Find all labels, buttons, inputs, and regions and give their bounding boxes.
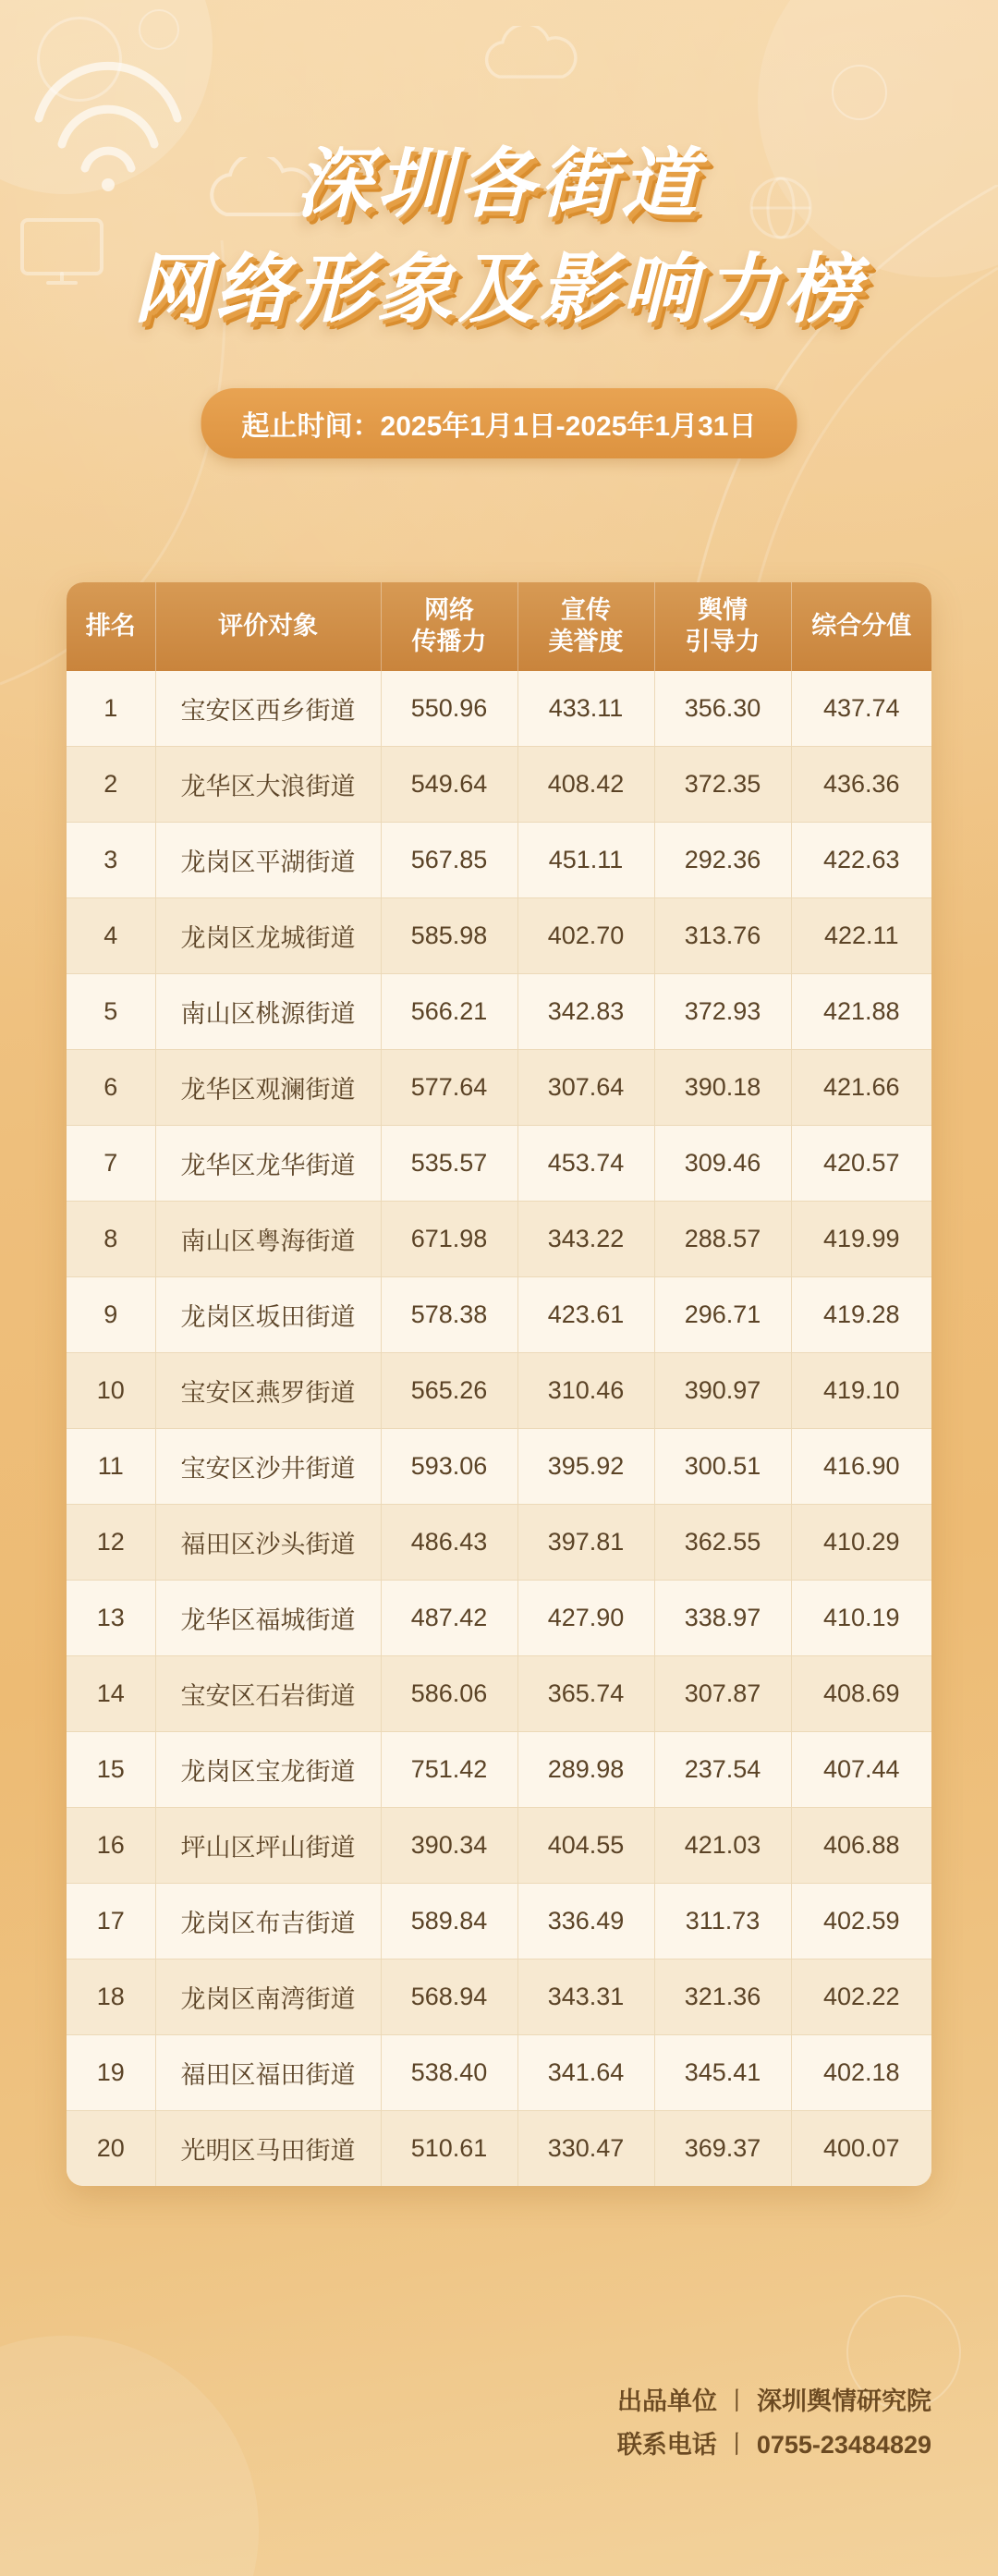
- object-cell: 龙华区观澜街道: [155, 1050, 381, 1126]
- metric3-cell: 372.93: [654, 974, 791, 1050]
- table-row: [67, 1581, 931, 1656]
- metric2-cell: 402.70: [517, 898, 654, 974]
- object-cell: 福田区沙头街道: [155, 1505, 381, 1581]
- footer-publisher-label: 出品单位: [617, 2387, 717, 2415]
- metric1-cell: 566.21: [381, 974, 517, 1050]
- object-cell: 宝安区燕罗街道: [155, 1353, 381, 1429]
- metric2-cell: 336.49: [517, 1884, 654, 1959]
- metric1-cell: 535.57: [381, 1126, 517, 1202]
- metric2-cell: 342.83: [517, 974, 654, 1050]
- metric2-cell: 453.74: [517, 1126, 654, 1202]
- total-cell: 402.22: [791, 1959, 931, 2035]
- footer-phone-value: 0755-23484829: [756, 2430, 931, 2459]
- column-header-metric2: [517, 582, 654, 671]
- metric3-cell: 300.51: [654, 1429, 791, 1505]
- metric3-cell: 288.57: [654, 1202, 791, 1277]
- title-line-1: 深圳各街道: [296, 142, 702, 226]
- metric3-cell: 292.36: [654, 823, 791, 898]
- title-line-2: 网络形象及影响力榜: [133, 248, 865, 333]
- metric2-cell: 408.42: [517, 747, 654, 823]
- total-cell: 420.57: [791, 1126, 931, 1202]
- metric2-cell: 397.81: [517, 1505, 654, 1581]
- metric2-cell: 330.47: [517, 2111, 654, 2187]
- metric2-cell: 451.11: [517, 823, 654, 898]
- poster-title: [0, 139, 998, 336]
- table-header-row: [67, 582, 931, 671]
- rank-cell: 10: [67, 1353, 155, 1429]
- metric3-cell: 307.87: [654, 1656, 791, 1732]
- total-cell: 410.29: [791, 1505, 931, 1581]
- ranking-table: [67, 582, 931, 2186]
- total-cell: 416.90: [791, 1429, 931, 1505]
- metric1-cell: 487.42: [381, 1581, 517, 1656]
- rank-cell: 11: [67, 1429, 155, 1505]
- rank-cell: 2: [67, 747, 155, 823]
- footer-publisher-value: 深圳舆情研究院: [757, 2387, 931, 2415]
- metric2-cell: 341.64: [517, 2035, 654, 2111]
- metric3-cell: 421.03: [654, 1808, 791, 1884]
- metric3-cell: 362.55: [654, 1505, 791, 1581]
- object-cell: 龙岗区平湖街道: [155, 823, 381, 898]
- table-row: [67, 2035, 931, 2111]
- cloud-icon-2: [471, 26, 591, 92]
- rank-cell: 16: [67, 1808, 155, 1884]
- footer-separator-2: 丨: [724, 2430, 749, 2459]
- column-header-metric3: [654, 582, 791, 671]
- metric1-cell: 549.64: [381, 747, 517, 823]
- column-header-metric2-line2: 美誉度: [548, 628, 624, 655]
- total-cell: 402.59: [791, 1884, 931, 1959]
- metric3-cell: 390.97: [654, 1353, 791, 1429]
- metric1-cell: 671.98: [381, 1202, 517, 1277]
- total-cell: 407.44: [791, 1732, 931, 1808]
- object-cell: 龙华区龙华街道: [155, 1126, 381, 1202]
- total-cell: 421.66: [791, 1050, 931, 1126]
- table-body: [67, 671, 931, 2186]
- total-cell: 400.07: [791, 2111, 931, 2187]
- table-row: [67, 823, 931, 898]
- table-row: [67, 1656, 931, 1732]
- metric3-cell: 311.73: [654, 1884, 791, 1959]
- table-row: [67, 1808, 931, 1884]
- metric3-cell: 296.71: [654, 1277, 791, 1353]
- metric1-cell: 751.42: [381, 1732, 517, 1808]
- metric1-cell: 390.34: [381, 1808, 517, 1884]
- metric2-cell: 427.90: [517, 1581, 654, 1656]
- total-cell: 402.18: [791, 2035, 931, 2111]
- metric3-cell: 321.36: [654, 1959, 791, 2035]
- decor-ring-2: [139, 9, 179, 50]
- metric2-cell: 365.74: [517, 1656, 654, 1732]
- metric2-cell: 395.92: [517, 1429, 654, 1505]
- table-header: [67, 582, 931, 671]
- metric1-cell: 567.85: [381, 823, 517, 898]
- total-cell: 419.99: [791, 1202, 931, 1277]
- table-row: [67, 1126, 931, 1202]
- metric2-cell: 343.31: [517, 1959, 654, 2035]
- metric1-cell: 486.43: [381, 1505, 517, 1581]
- table-row: [67, 671, 931, 747]
- table-row: [67, 1732, 931, 1808]
- metric2-cell: 423.61: [517, 1277, 654, 1353]
- metric1-cell: 565.26: [381, 1353, 517, 1429]
- decor-ring-3: [832, 65, 887, 120]
- table-row: [67, 1429, 931, 1505]
- metric3-cell: 338.97: [654, 1581, 791, 1656]
- object-cell: 龙岗区坂田街道: [155, 1277, 381, 1353]
- object-cell: 龙岗区宝龙街道: [155, 1732, 381, 1808]
- total-cell: 421.88: [791, 974, 931, 1050]
- rank-cell: 20: [67, 2111, 155, 2187]
- column-header-rank: 排名: [67, 582, 155, 671]
- object-cell: 龙岗区布吉街道: [155, 1884, 381, 1959]
- rank-cell: 8: [67, 1202, 155, 1277]
- metric1-cell: 585.98: [381, 898, 517, 974]
- table-row: [67, 1884, 931, 1959]
- object-cell: 龙岗区南湾街道: [155, 1959, 381, 2035]
- table-row: [67, 1202, 931, 1277]
- column-header-metric3-line1: 舆情: [698, 596, 748, 625]
- metric3-cell: 356.30: [654, 671, 791, 747]
- object-cell: 龙华区大浪街道: [155, 747, 381, 823]
- object-cell: 宝安区石岩街道: [155, 1656, 381, 1732]
- metric1-cell: 578.38: [381, 1277, 517, 1353]
- rank-cell: 5: [67, 974, 155, 1050]
- metric2-cell: 289.98: [517, 1732, 654, 1808]
- metric3-cell: 309.46: [654, 1126, 791, 1202]
- metric1-cell: 589.84: [381, 1884, 517, 1959]
- total-cell: 408.69: [791, 1656, 931, 1732]
- total-cell: 437.74: [791, 671, 931, 747]
- metric3-cell: 369.37: [654, 2111, 791, 2187]
- table-row: [67, 1959, 931, 2035]
- rank-cell: 17: [67, 1884, 155, 1959]
- object-cell: 龙华区福城街道: [155, 1581, 381, 1656]
- object-cell: 宝安区西乡街道: [155, 671, 381, 747]
- total-cell: 422.11: [791, 898, 931, 974]
- column-header-metric2-line1: 宣传: [561, 596, 611, 625]
- object-cell: 光明区马田街道: [155, 2111, 381, 2187]
- rank-cell: 6: [67, 1050, 155, 1126]
- object-cell: 福田区福田街道: [155, 2035, 381, 2111]
- footer: [617, 2380, 931, 2468]
- metric1-cell: 568.94: [381, 1959, 517, 2035]
- footer-separator-1: 丨: [724, 2387, 749, 2415]
- metric1-cell: 593.06: [381, 1429, 517, 1505]
- column-header-object: 评价对象: [155, 582, 381, 671]
- column-header-metric1-line2: 传播力: [411, 628, 487, 655]
- total-cell: 422.63: [791, 823, 931, 898]
- rank-cell: 15: [67, 1732, 155, 1808]
- metric2-cell: 307.64: [517, 1050, 654, 1126]
- metric1-cell: 550.96: [381, 671, 517, 747]
- total-cell: 436.36: [791, 747, 931, 823]
- metric3-cell: 345.41: [654, 2035, 791, 2111]
- rank-cell: 9: [67, 1277, 155, 1353]
- total-cell: 419.28: [791, 1277, 931, 1353]
- table-row: [67, 974, 931, 1050]
- table-row: [67, 1505, 931, 1581]
- column-header-metric1-line1: 网络: [424, 596, 474, 625]
- column-header-total: 综合分值: [791, 582, 931, 671]
- metric2-cell: 404.55: [517, 1808, 654, 1884]
- total-cell: 419.10: [791, 1353, 931, 1429]
- object-cell: 宝安区沙井街道: [155, 1429, 381, 1505]
- rank-cell: 19: [67, 2035, 155, 2111]
- table-row: [67, 1353, 931, 1429]
- column-header-metric1: [381, 582, 517, 671]
- column-header-metric3-line2: 引导力: [685, 628, 761, 655]
- metric2-cell: 310.46: [517, 1353, 654, 1429]
- rank-cell: 1: [67, 671, 155, 747]
- decor-ring-1: [37, 17, 122, 102]
- metric3-cell: 313.76: [654, 898, 791, 974]
- metric1-cell: 586.06: [381, 1656, 517, 1732]
- rank-cell: 13: [67, 1581, 155, 1656]
- decor-blob-3: [0, 2336, 259, 2576]
- total-cell: 410.19: [791, 1581, 931, 1656]
- table-row: [67, 1277, 931, 1353]
- rank-cell: 12: [67, 1505, 155, 1581]
- metric3-cell: 237.54: [654, 1732, 791, 1808]
- table-row: [67, 747, 931, 823]
- metric2-cell: 343.22: [517, 1202, 654, 1277]
- rank-cell: 18: [67, 1959, 155, 2035]
- footer-publisher-line: [617, 2380, 931, 2423]
- table-row: [67, 2111, 931, 2187]
- rank-cell: 7: [67, 1126, 155, 1202]
- metric1-cell: 510.61: [381, 2111, 517, 2187]
- total-cell: 406.88: [791, 1808, 931, 1884]
- metric3-cell: 390.18: [654, 1050, 791, 1126]
- footer-phone-line: [617, 2423, 931, 2467]
- object-cell: 龙岗区龙城街道: [155, 898, 381, 974]
- rank-cell: 14: [67, 1656, 155, 1732]
- table-row: [67, 1050, 931, 1126]
- metric1-cell: 538.40: [381, 2035, 517, 2111]
- rank-cell: 4: [67, 898, 155, 974]
- object-cell: 南山区桃源街道: [155, 974, 381, 1050]
- object-cell: 坪山区坪山街道: [155, 1808, 381, 1884]
- object-cell: 南山区粤海街道: [155, 1202, 381, 1277]
- metric1-cell: 577.64: [381, 1050, 517, 1126]
- date-range-badge: 起止时间：2025年1月1日-2025年1月31日: [201, 388, 797, 458]
- footer-phone-label: 联系电话: [616, 2430, 717, 2459]
- rank-cell: 3: [67, 823, 155, 898]
- metric2-cell: 433.11: [517, 671, 654, 747]
- ranking-table-card: [67, 582, 931, 2186]
- table-row: [67, 898, 931, 974]
- metric3-cell: 372.35: [654, 747, 791, 823]
